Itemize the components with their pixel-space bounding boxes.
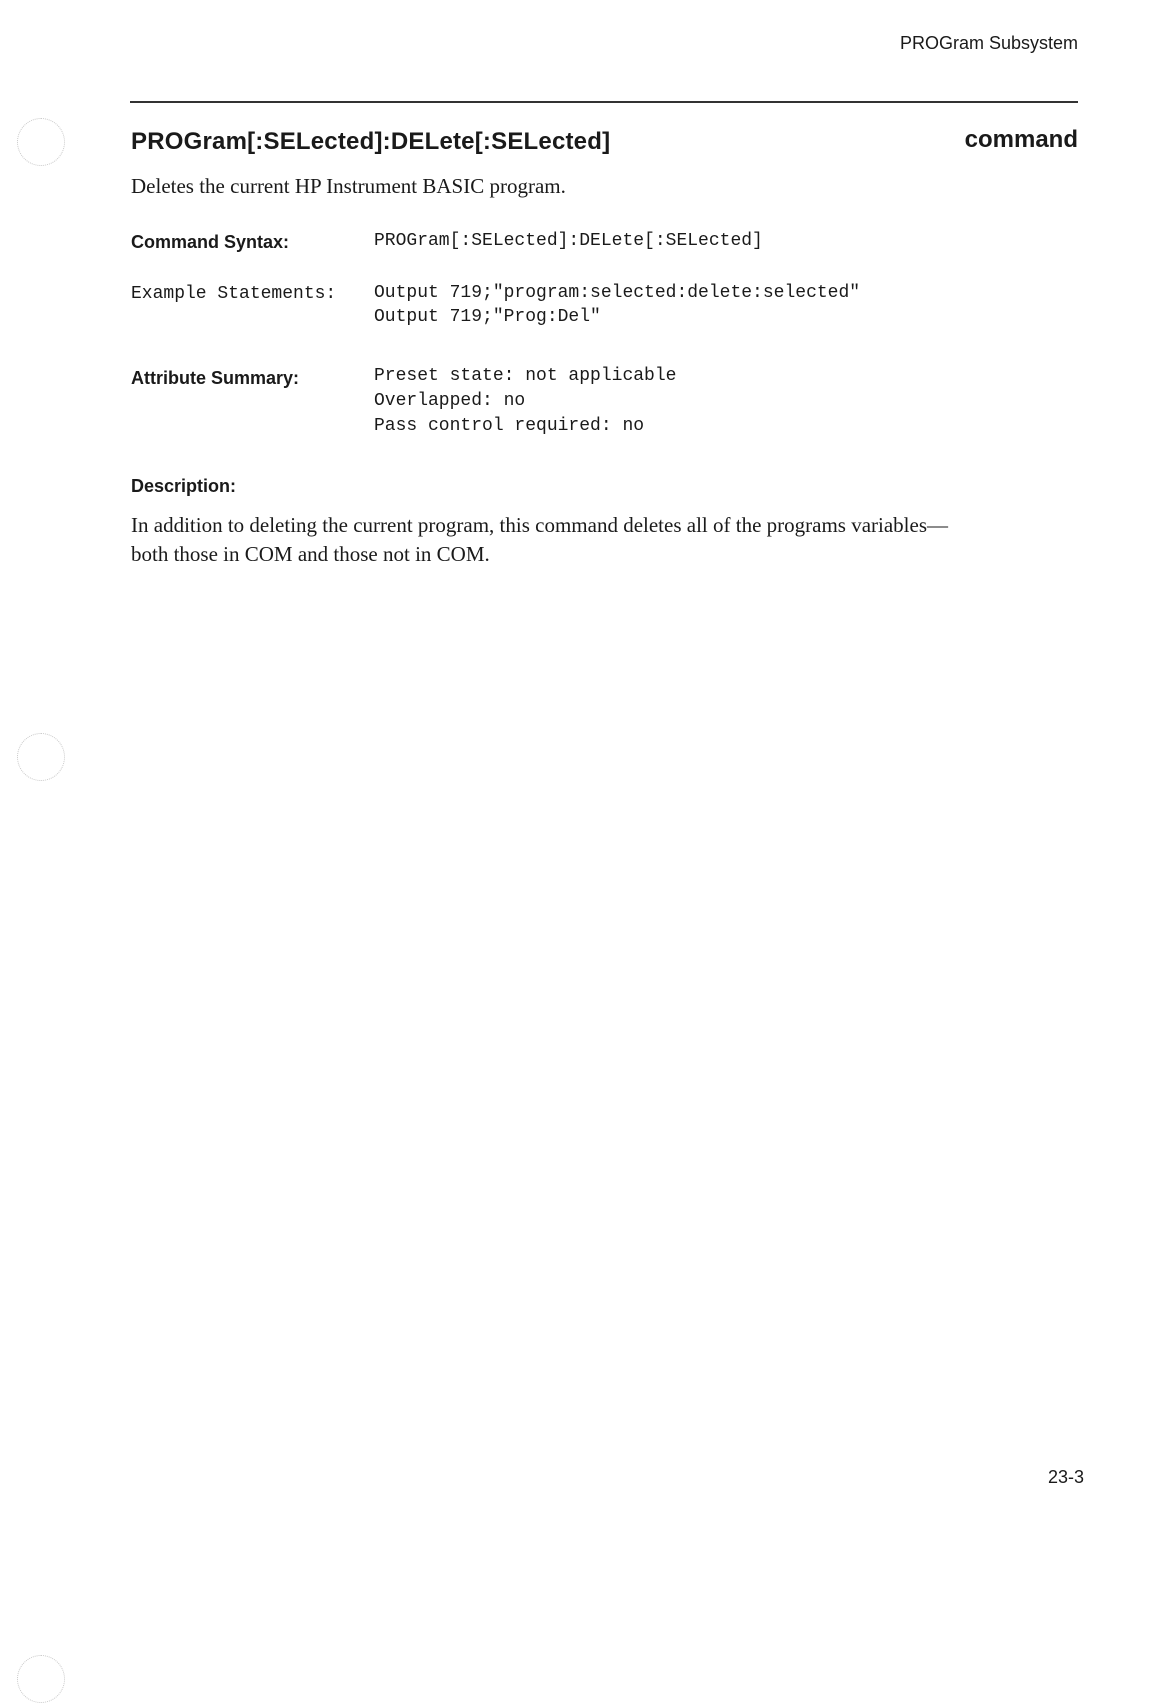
attribute-line: Overlapped: no <box>374 391 526 411</box>
examples-label: Example Statements: <box>131 284 337 304</box>
description-text: In addition to deleting the current program, this command deletes all of the programs variables—both those in COM and those not in COM. <box>131 513 949 566</box>
entry-summary: Deletes the current HP Instrument BASIC program. <box>131 174 566 198</box>
page-number: 23-3 <box>1047 1467 1084 1487</box>
attribute-line: Pass control required: no <box>374 416 645 436</box>
entry-type-label: command <box>964 126 1078 153</box>
header-rule <box>130 101 1078 103</box>
syntax-value: PROGram[:SELected]:DELete[:SELected] <box>374 231 763 251</box>
example-line: Output 719;"program:selected:delete:selected" <box>374 283 861 303</box>
binder-hole <box>17 733 65 781</box>
running-header: PROGram Subsystem <box>899 33 1078 53</box>
syntax-label: Command Syntax: <box>131 232 290 252</box>
example-line: Output 719;"Prog:Del" <box>374 307 601 327</box>
binder-hole <box>17 1655 65 1703</box>
description-label: Description: <box>131 476 237 496</box>
attribute-line: Preset state: not applicable <box>374 366 677 386</box>
attributes-label: Attribute Summary: <box>131 368 300 388</box>
binder-hole <box>17 118 65 166</box>
page-title: PROGram[:SELected]:DELete[:SELected] <box>131 128 611 155</box>
